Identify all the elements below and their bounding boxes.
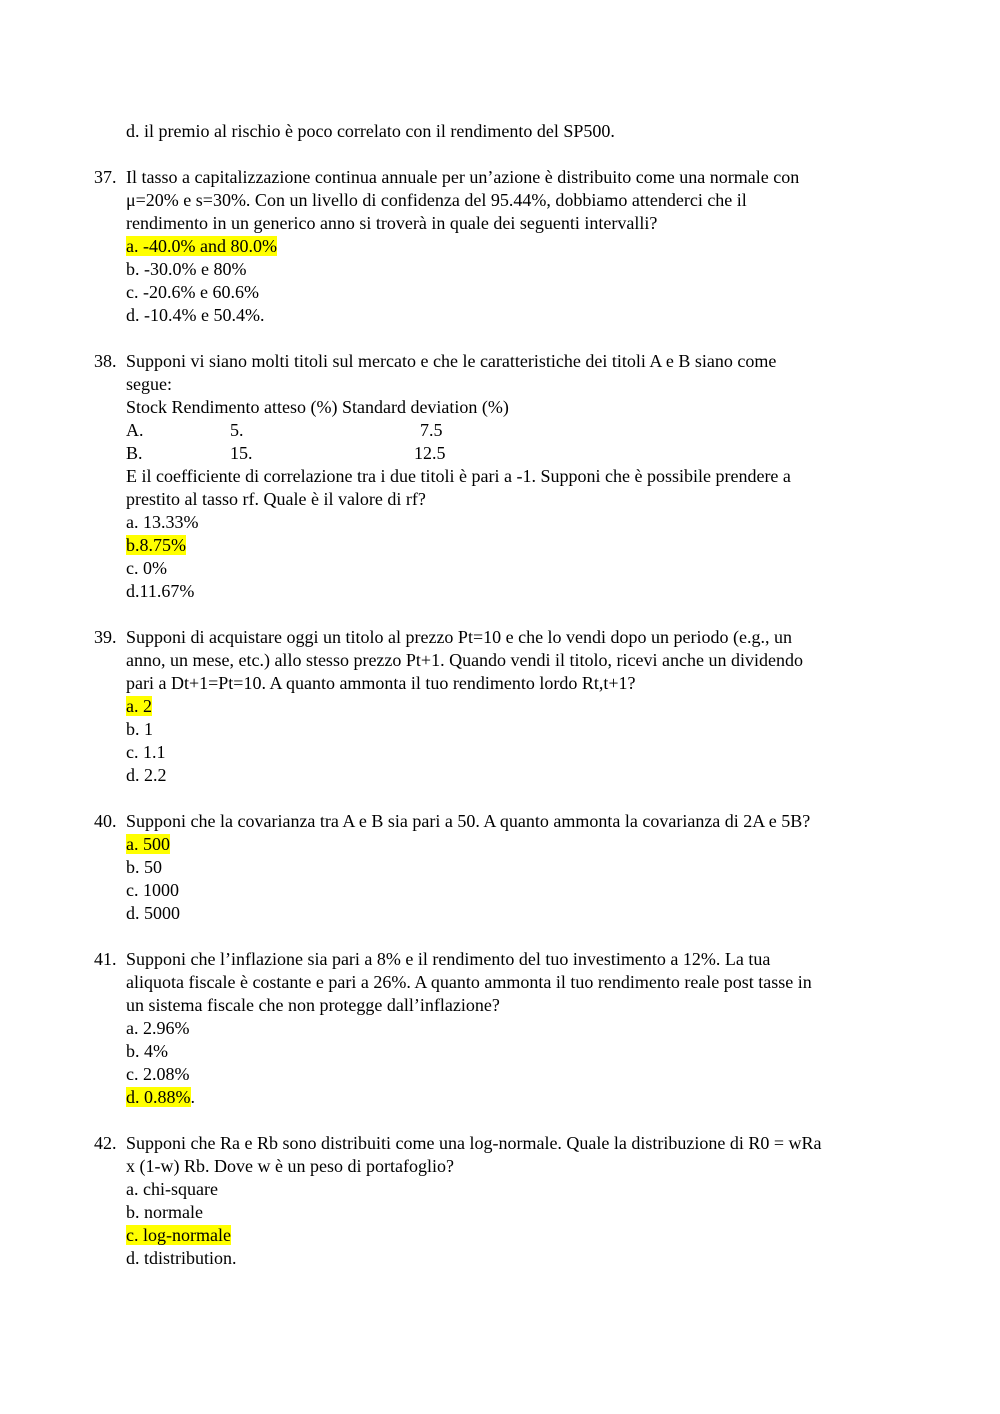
- answer-option: b. normale: [126, 1202, 203, 1222]
- question-text-line: anno, un mese, etc.) allo stesso prezzo Pt+1. Quando vendi il titolo, ricevi anche un dividendo: [126, 650, 803, 670]
- question-text-line: Supponi che Ra e Rb sono distribuiti come una log-normale. Quale la distribuzione di R0 = wRa: [126, 1133, 822, 1153]
- question-text-line: Supponi che l’inflazione sia pari a 8% e il rendimento del tuo investimento a 12%. La tua: [126, 949, 771, 969]
- answer-option: d. -10.4% e 50.4%.: [126, 305, 265, 325]
- question-number: 39.: [94, 627, 117, 647]
- answer-option: a. chi-square: [126, 1179, 218, 1199]
- sd-cell: 12.5: [414, 443, 446, 463]
- answer-option: c. 0%: [126, 558, 167, 578]
- question-body: [126, 626, 914, 787]
- stock-table-row: [126, 419, 914, 442]
- question-text-line: Supponi vi siano molti titoli sul mercato e che le caratteristiche dei titoli A e B siano come: [126, 351, 777, 371]
- question-text-line: aliquota fiscale è costante e pari a 26%. A quanto ammonta il tuo rendimento reale post tasse in: [126, 972, 812, 992]
- question-text-line: E il coefficiente di correlazione tra i due titoli è pari a -1. Supponi che è possibile prendere a: [126, 466, 791, 486]
- answer-option: b. 1: [126, 719, 153, 739]
- answer-option: a. 13.33%: [126, 512, 199, 532]
- question-40: [94, 810, 914, 925]
- answer-option-highlighted: a. 2: [126, 696, 152, 716]
- question-body: [126, 350, 914, 603]
- question-number: 41.: [94, 949, 117, 969]
- question-body: [126, 1132, 914, 1270]
- stock-cell: B.: [126, 443, 143, 463]
- answer-option: b. 4%: [126, 1041, 168, 1061]
- question-text-line: x (1-w) Rb. Dove w è un peso di portafoglio?: [126, 1156, 454, 1176]
- question-text-line: rendimento in un generico anno si troverà in quale dei seguenti intervalli?: [126, 213, 658, 233]
- question-number: 38.: [94, 351, 117, 371]
- question-42: [94, 1132, 914, 1270]
- question-text-line: Supponi di acquistare oggi un titolo al prezzo Pt=10 e che lo vendi dopo un periodo (e.g., un: [126, 627, 793, 647]
- answer-option: b. -30.0% e 80%: [126, 259, 247, 279]
- answer-option: c. 1.1: [126, 742, 166, 762]
- answer-option-highlighted: a. 500: [126, 834, 170, 854]
- question-text-line: pari a Dt+1=Pt=10. A quanto ammonta il tuo rendimento lordo Rt,t+1?: [126, 673, 636, 693]
- question-text-line: prestito al tasso rf. Quale è il valore di rf?: [126, 489, 426, 509]
- answer-option: c. 1000: [126, 880, 179, 900]
- answer-option-highlighted: c. log-normale: [126, 1225, 231, 1245]
- answer-option-highlighted: d. 0.88%: [126, 1087, 191, 1107]
- question-body: [126, 166, 914, 327]
- trailing-period: .: [190, 1087, 195, 1107]
- question-number: 42.: [94, 1133, 117, 1153]
- answer-option: b. 50: [126, 857, 162, 877]
- answer-option: d.11.67%: [126, 581, 195, 601]
- answer-option: c. -20.6% e 60.6%: [126, 282, 259, 302]
- document-content: [94, 120, 914, 1270]
- question-body: [126, 948, 914, 1109]
- answer-option-highlighted: b.8.75%: [126, 535, 186, 555]
- stock-cell: A.: [126, 420, 144, 440]
- question-41: [94, 948, 914, 1109]
- answer-option: a. 2.96%: [126, 1018, 190, 1038]
- sd-cell: 7.5: [420, 420, 443, 440]
- stock-table-header: Stock Rendimento atteso (%) Standard deviation (%): [126, 397, 509, 417]
- stock-table-row: [126, 442, 914, 465]
- answer-option-highlighted: a. -40.0% and 80.0%: [126, 236, 277, 256]
- answer-option: d. tdistribution.: [126, 1248, 237, 1268]
- question-37: [94, 166, 914, 327]
- question-39: [94, 626, 914, 787]
- answer-option: c. 2.08%: [126, 1064, 190, 1084]
- answer-option: d. 5000: [126, 903, 180, 923]
- return-cell: 15.: [230, 443, 253, 463]
- question-number: 40.: [94, 811, 117, 831]
- return-cell: 5.: [230, 420, 244, 440]
- question-number: 37.: [94, 167, 117, 187]
- question-38: [94, 350, 914, 603]
- question-text-line: μ=20% e s=30%. Con un livello di confidenza del 95.44%, dobbiamo attenderci che il: [126, 190, 747, 210]
- question-text-line: un sistema fiscale che non protegge dall’inflazione?: [126, 995, 500, 1015]
- answer-option: d. 2.2: [126, 765, 167, 785]
- question-text-line: segue:: [126, 374, 172, 394]
- question-text-line: Supponi che la covarianza tra A e B sia pari a 50. A quanto ammonta la covarianza di 2A e 5B?: [126, 811, 811, 831]
- lead-option-line: d. il premio al rischio è poco correlato con il rendimento del SP500.: [126, 121, 615, 141]
- question-text-line: Il tasso a capitalizzazione continua annuale per un’azione è distribuito come una normale con: [126, 167, 800, 187]
- question-body: [126, 810, 914, 925]
